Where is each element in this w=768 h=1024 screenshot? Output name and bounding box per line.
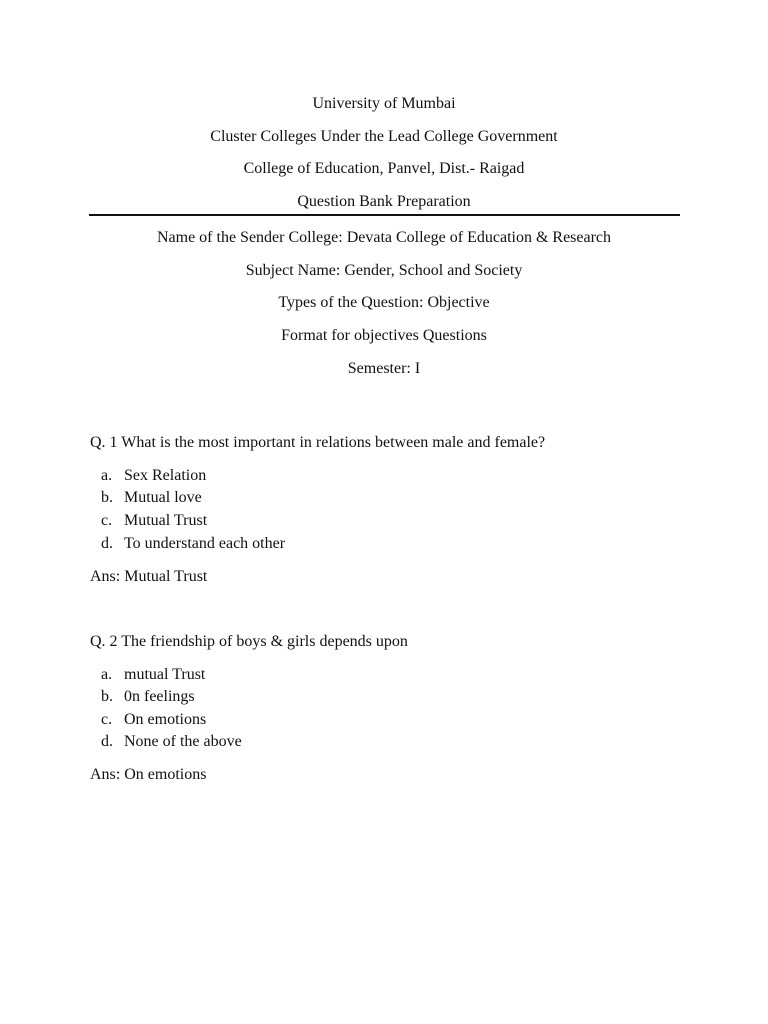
option-text: 0n feelings — [124, 688, 195, 705]
header-divider — [89, 214, 680, 216]
option-letter: b. — [101, 688, 113, 705]
option-letter: b. — [101, 489, 113, 506]
question-format: Format for objectives Questions — [281, 327, 487, 344]
option-text: To understand each other — [124, 535, 286, 552]
option-letter: c. — [101, 512, 113, 529]
sender-college: Name of the Sender College: Devata College of Education & Research — [156, 229, 612, 246]
question-type: Types of the Question: Objective — [278, 294, 490, 311]
semester: Semester: I — [347, 360, 421, 377]
option-text: Mutual love — [124, 489, 202, 506]
option-text: mutual Trust — [124, 666, 206, 683]
option-text: None of the above — [124, 733, 242, 750]
option-letter: d. — [101, 733, 113, 750]
document-title: Question Bank Preparation — [297, 193, 471, 210]
option-letter: c. — [101, 711, 113, 728]
subject-name: Subject Name: Gender, School and Society — [245, 262, 523, 279]
cluster-line: Cluster Colleges Under the Lead College Government — [210, 128, 558, 145]
question-2-answer: Ans: On emotions — [90, 766, 207, 783]
option-letter: a. — [101, 666, 113, 683]
university-name: University of Mumbai — [312, 95, 456, 112]
question-2: Q. 2 The friendship of boys & girls depends upon — [90, 633, 408, 650]
option-letter: a. — [101, 467, 113, 484]
option-letter: d. — [101, 535, 113, 552]
college-line: College of Education, Panvel, Dist.- Raigad — [243, 160, 525, 177]
question-1-answer: Ans: Mutual Trust — [90, 568, 208, 585]
option-text: On emotions — [124, 711, 207, 728]
question-1: Q. 1 What is the most important in relations between male and female? — [90, 434, 546, 451]
option-text: Sex Relation — [124, 467, 207, 484]
option-text: Mutual Trust — [124, 512, 208, 529]
